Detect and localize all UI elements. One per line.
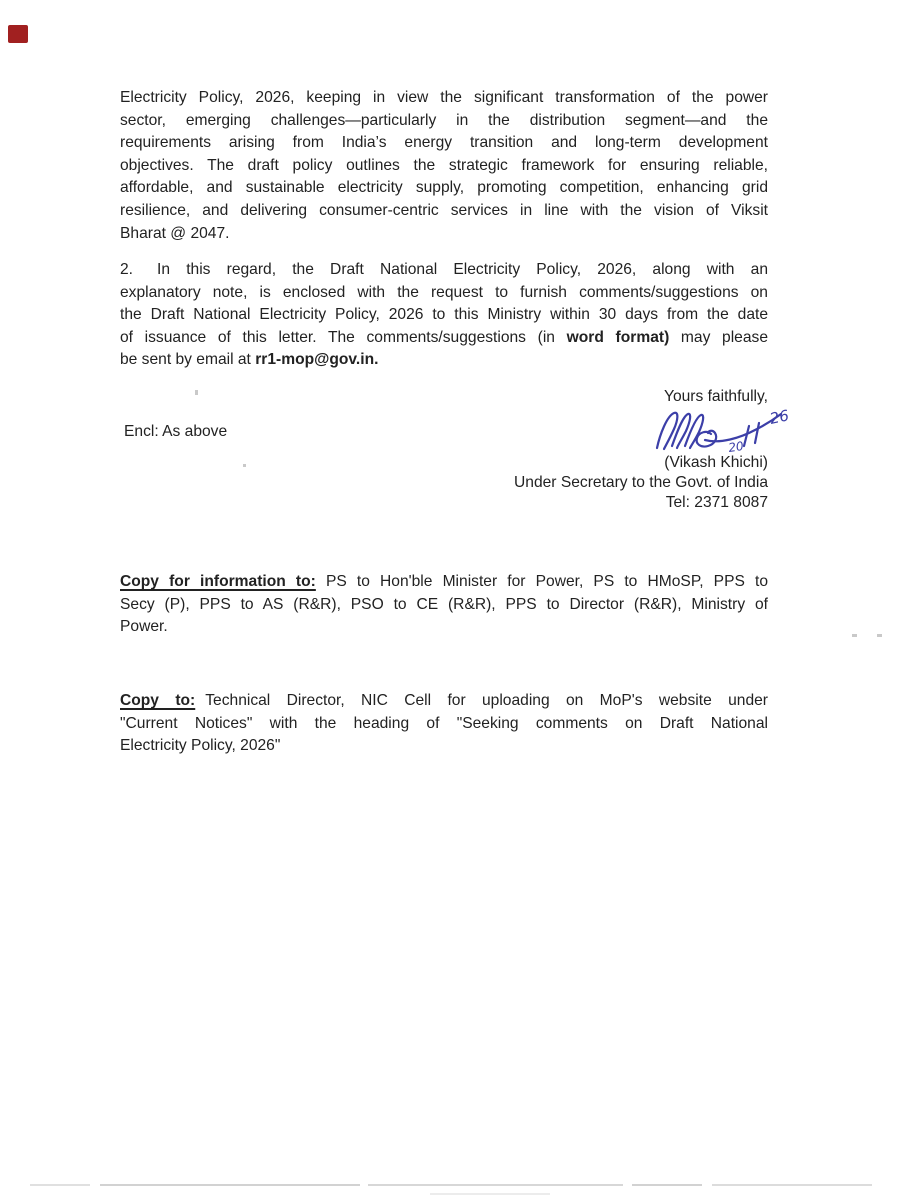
text-line: Electricity Policy, 2026, keeping in view the significant transformation of the power <box>120 89 768 106</box>
text-line: 2. In this regard, the Draft National Electricity Policy, 2026, along with an <box>120 261 768 278</box>
text-line: be sent by email at rr1-mop@gov.in. <box>120 351 379 369</box>
bottom-scan-line <box>632 1184 702 1186</box>
text-line: Electricity Policy, 2026" <box>120 737 281 755</box>
text-line: Power. <box>120 618 168 636</box>
text-line: Secy (P), PPS to AS (R&R), PSO to CE (R&R), PPS to Director (R&R), Ministry of <box>120 595 768 613</box>
bottom-scan-line <box>100 1184 360 1186</box>
copy-for-information-section <box>120 571 768 639</box>
signatory-name: (Vikash Khichi) <box>664 454 768 471</box>
text-line: Copy to: Technical Director, NIC Cell for uploading on MoP's website under <box>120 692 768 709</box>
text-line: of issuance of this letter. The comments/suggestions (in word format) may please <box>120 328 768 346</box>
text-line: the Draft National Electricity Policy, 2026 to this Ministry within 30 days from the date <box>120 306 768 324</box>
scan-speck <box>877 634 882 637</box>
text-line: resilience, and delivering consumer-centric services in line with the vision of Viksit <box>120 201 768 219</box>
enclosure-note: Encl: As above <box>124 423 228 440</box>
corner-red-mark <box>8 25 28 43</box>
text-line: affordable, and sustainable electricity supply, promoting competition, enhancing grid <box>120 179 768 197</box>
signatory-block <box>120 453 768 514</box>
text-line: sector, emerging challenges—particularly in the distribution segment—and the <box>120 111 768 129</box>
scan-speck <box>195 390 198 395</box>
scan-speck <box>852 634 857 637</box>
paragraph-policy-overview <box>120 87 768 245</box>
bottom-scan-line <box>712 1184 872 1186</box>
signature-date-left: 20 <box>727 438 745 455</box>
text-line: requirements arising from India’s energy transition and long-term development <box>120 134 768 152</box>
signature-ink-icon <box>645 400 795 458</box>
closing-salutation: Yours faithfully, <box>663 388 768 405</box>
paragraph-request-comments <box>120 259 768 372</box>
bottom-scan-line <box>30 1184 90 1186</box>
signatory-phone: Tel: 2371 8087 <box>665 494 768 512</box>
text-line: objectives. The draft policy outlines the strategic framework for ensuring reliable, <box>120 156 768 174</box>
signature <box>645 400 795 458</box>
signatory-title: Under Secretary to the Govt. of India <box>514 474 768 492</box>
text-line: Bharat @ 2047. <box>120 224 230 242</box>
copy-to-section <box>120 690 768 758</box>
signature-date-right: 26 <box>768 406 791 428</box>
bottom-scan-line <box>430 1193 550 1195</box>
text-line: Copy for information to: PS to Hon'ble Minister for Power, PS to HMoSP, PPS to <box>120 573 769 590</box>
bottom-scan-line <box>368 1184 623 1186</box>
text-line: explanatory note, is enclosed with the request to furnish comments/suggestions on <box>120 283 768 301</box>
scan-speck <box>243 464 246 467</box>
text-line: "Current Notices" with the heading of "Seeking comments on Draft National <box>120 714 768 732</box>
